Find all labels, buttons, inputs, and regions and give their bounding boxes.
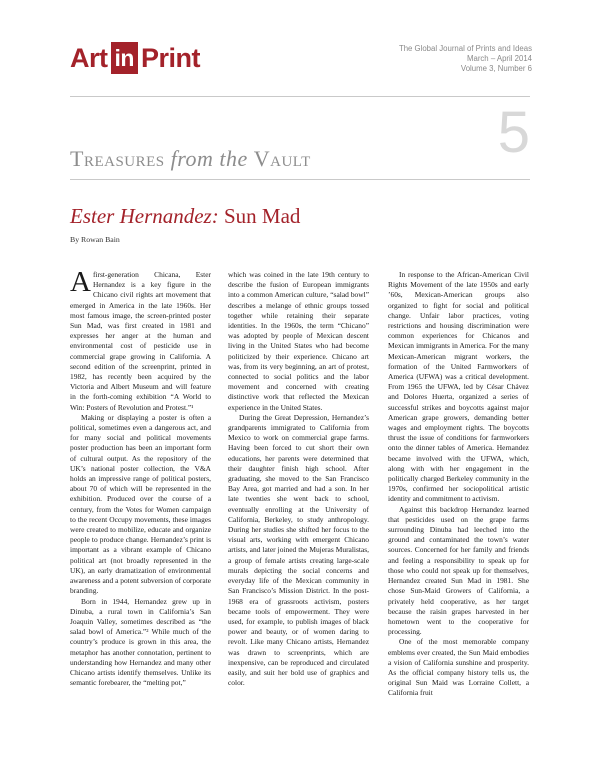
article-title-name: Ester Hernandez: bbox=[70, 204, 219, 228]
journal-name: The Global Journal of Prints and Ideas bbox=[398, 44, 532, 53]
paragraph: During the Great Depression, Hernandez’s grandparents immigrated to California from Mexico to work on commercial grape farms. Having been forced to cut short their own educations, her parents were determined that their daughter finish high school. After graduating, she moved to the San Francisco Bay Area, got married and had a son. In her late twenties she went back to school, eventually enrolling at the University of California, Berkeley, to study anthropology. During her studies she shifted her focus to the visual arts, working with emergent Chicano artists, and later joined the Mujeras Muralistas, a group of female artists creating large-scale murals depicting the social concerns and everyday life of the Mexican community in San Francisco’s Mission District. In the post-1968 era of grassroots activism, posters became tools of empowerment. They were used, for example, to publish images of black power and beauty, or of women daring to revolt. Like many Chicano artists, Hernandez was drawn to screenprints, which are inexpensive, can be reproduced and circulated easily, and suit her bold use of graphics and color. bbox=[228, 412, 369, 688]
paragraph: Against this backdrop Hernandez learned that pesticides used on the grape farms surrounding Dinuba had leeched into the ground and contaminated the town’s water sources. Concerned for her family and friends and feeling a responsibility to speak up for those who could not speak up for themselves, Hernandez created Sun Mad in 1981. She chose Sun-Maid Growers of California, a privately held cooperative, as her target because the raisin grapes harvested in her hometown went to the cooperative for processing. bbox=[388, 504, 529, 637]
paragraph-text: first-generation Chicana, Ester Hernandez is a key figure in the Chicano civil rights art movement that emerged in America in the late 1960s. Her most famous image, the screen-printed poster Sun Mad, was first created in 1981 and expresses her anger at the human and environmental cost of pesticide use in commercial grape growing in California. A second edition of the screenprint, printed in 1982, has recently been acquired by the Victoria and Albert Museum and will feature in the forth-coming exhibition “A World to Win: Posters of Revolution and Protest.”¹ bbox=[70, 270, 211, 412]
article-title-rest: Sun Mad bbox=[218, 204, 301, 228]
logo-in: in bbox=[111, 42, 138, 74]
volume-number: Volume 3, Number 6 bbox=[460, 64, 532, 73]
drop-cap: A bbox=[70, 266, 91, 298]
paragraph: which was coined in the late 19th century to describe the fusion of European immigrants into a common American culture, “salad bowl” describes a melange of ethnic groups tossed together while retaining their separate identities. In the 1960s, the term “Chicano” was adopted by people of Mexican descent living in the United States who had become politicized by their experience. Chicano art was, from its very beginning, an art of protest, connected to social politics and the labor movement and concerned with creating distinctive work that reflected the Mexican experience in the United States. bbox=[228, 270, 369, 412]
paragraph: Making or displaying a poster is often a political, sometimes even a dangerous act, and for many social and political movements poster production has been an important form of cultural output. As the repository of the UK’s national poster collection, the V&A holds an impressive range of political posters, about 70 of which will be represented in the exhibition. Produced over the course of a century, from the Votes for Women campaign to the recent Occupy movements, these images were created to mobilize, educate and organize people to produce change. Hernandez’s print is important as a vibrant example of Chicano political art (not broadly represented in the UK), an early dramatization of environmental awareness and a potent subversion of corporate branding. bbox=[70, 412, 211, 596]
section-title-part3: Vault bbox=[253, 146, 311, 171]
logo-print: Print bbox=[140, 42, 200, 73]
text-column-2 bbox=[228, 270, 369, 688]
logo-art: Art bbox=[70, 42, 108, 73]
section-title bbox=[70, 146, 311, 172]
text-column-1 bbox=[70, 266, 211, 688]
section-number: 5 bbox=[497, 100, 530, 165]
paragraph: One of the most memorable company emblems ever created, the Sun Maid embodies a vision of California sunshine and prosperity. As the official company history tells us, the original Sun Maid was Lorraine Collett, a California fruit bbox=[388, 637, 529, 698]
journal-info bbox=[399, 44, 532, 74]
section-title-part1: Treasures bbox=[70, 146, 165, 171]
text-column-3 bbox=[388, 270, 529, 699]
byline: By Rowan Bain bbox=[70, 235, 120, 244]
section-title-part2: from the bbox=[170, 146, 248, 171]
article-title bbox=[70, 204, 300, 229]
paragraph: In response to the African-American Civil Rights Movement of the late 1950s and early ’60s, Mexican-American groups also organized to fight for social and political change. Unfair labor practices, voting restrictions and housing discrimination were common experiences for Chicanos and Mexican immigrants in America. For the many Mexican-American migrant workers, the formation of the United Farmworkers of America (UFWA) was a critical development. From 1965 the UFWA, led by César Chávez and Dolores Huerta, organized a series of successful strikes and boycotts against major American grape growers, demanding better wages and employment rights. The boycotts thrust the issue of conditions for farmworkers onto the dinner tables of America. Hernandez became involved with the UFWA, which, along with with her engagement in the politically charged Berkeley community in the 1970s, confirmed her sociopolitical artistic identity and commitment to activism. bbox=[388, 270, 529, 504]
paragraph bbox=[70, 266, 211, 413]
header-divider bbox=[70, 96, 530, 97]
issue-date: March – April 2014 bbox=[466, 54, 532, 63]
paragraph: Born in 1944, Hernandez grew up in Dinuba, a rural town in California’s San Joaquin Valley, sometimes described as “the salad bowl of America.”² While much of the country’s produce is grown in this area, the metaphor has another connotation, pertinent to understanding how Hernandez and many other Chicano artists identify themselves. Unlike its semantic forebearer, the “melting pot,” bbox=[70, 596, 211, 688]
art-in-print-logo[interactable] bbox=[70, 42, 200, 74]
section-divider bbox=[70, 179, 530, 180]
